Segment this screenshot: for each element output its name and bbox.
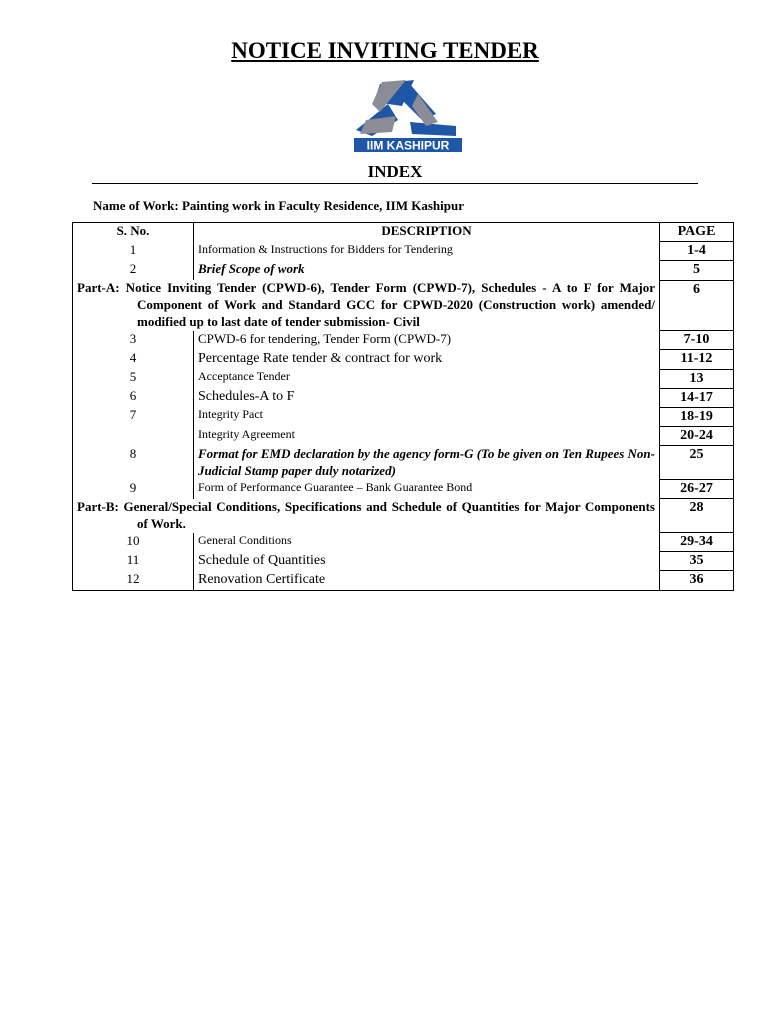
- row-sno: 9: [73, 480, 194, 499]
- table-row: [73, 407, 734, 426]
- row-page: 35: [660, 552, 734, 571]
- table-row: [73, 446, 734, 480]
- row-page: 25: [660, 446, 734, 480]
- header-page: PAGE: [660, 223, 734, 242]
- row-description: Renovation Certificate: [194, 571, 660, 590]
- row-page: 1-4: [660, 242, 734, 261]
- row-description: Acceptance Tender: [194, 369, 660, 388]
- row-description: Integrity Agreement: [194, 427, 660, 446]
- row-page: 20-24: [660, 427, 734, 446]
- row-page: 5: [660, 261, 734, 280]
- row-description: Format for EMD declaration by the agency form-G (To be given on Ten Rupees Non-Judicial Stamp paper duly notarized): [194, 446, 660, 480]
- table-row: [73, 369, 734, 388]
- table-row: [73, 350, 734, 369]
- table-row: [73, 388, 734, 407]
- row-description: Information & Instructions for Bidders for Tendering: [194, 242, 660, 261]
- row-page: 28: [660, 499, 734, 533]
- row-sno: 10: [73, 533, 194, 552]
- header-description: DESCRIPTION: [194, 223, 660, 242]
- row-description: Percentage Rate tender & contract for work: [194, 350, 660, 369]
- row-sno: 1: [73, 242, 194, 261]
- row-sno: 6: [73, 388, 194, 407]
- index-table: [72, 222, 734, 591]
- row-description: CPWD-6 for tendering, Tender Form (CPWD-7): [194, 331, 660, 350]
- row-sno: 7: [73, 407, 194, 426]
- row-page: 26-27: [660, 480, 734, 499]
- table-row: [73, 571, 734, 590]
- row-sno: 11: [73, 552, 194, 571]
- row-sno: 5: [73, 369, 194, 388]
- row-description: Form of Performance Guarantee – Bank Guarantee Bond: [194, 480, 660, 499]
- part-b-heading: Part-B: General/Special Conditions, Specifications and Schedule of Quantities for Major Components of Work.: [73, 499, 660, 533]
- row-sno: 2: [73, 261, 194, 280]
- row-description: Integrity Pact: [194, 407, 660, 426]
- row-page: 14-17: [660, 388, 734, 407]
- row-page: 11-12: [660, 350, 734, 369]
- table-row: [73, 480, 734, 499]
- row-page: 6: [660, 280, 734, 331]
- row-page: 13: [660, 369, 734, 388]
- row-description: Brief Scope of work: [194, 261, 660, 280]
- header-sno: S. No.: [73, 223, 194, 242]
- table-header-row: [73, 223, 734, 242]
- row-description: General Conditions: [194, 533, 660, 552]
- row-sno: 12: [73, 571, 194, 590]
- part-a-row: [73, 280, 734, 331]
- table-row: [73, 242, 734, 261]
- index-heading: INDEX: [92, 162, 698, 184]
- row-sno: 8: [73, 446, 194, 480]
- name-of-work: Name of Work: Painting work in Faculty Residence, IIM Kashipur: [93, 198, 464, 213]
- row-page: 36: [660, 571, 734, 590]
- row-page: 29-34: [660, 533, 734, 552]
- table-row: [73, 261, 734, 280]
- table-row: [73, 533, 734, 552]
- row-page: 18-19: [660, 407, 734, 426]
- table-row: [73, 331, 734, 350]
- row-sno: [73, 427, 194, 446]
- row-page: 7-10: [660, 331, 734, 350]
- row-sno: 4: [73, 350, 194, 369]
- row-description: Schedules-A to F: [194, 388, 660, 407]
- document-title: NOTICE INVITING TENDER: [231, 38, 539, 63]
- row-sno: 3: [73, 331, 194, 350]
- logo-text: IIM KASHIPUR: [366, 138, 450, 153]
- row-description: Schedule of Quantities: [194, 552, 660, 571]
- table-row: [73, 427, 734, 446]
- part-a-heading: Part-A: Notice Inviting Tender (CPWD-6), Tender Form (CPWD-7), Schedules - A to F for Major Component of Work and Standard GCC for CPWD-2020 (Construction work) amended/ modified up to last date of tender submission- Civil: [73, 280, 660, 331]
- iim-kashipur-logo: [352, 76, 464, 154]
- table-row: [73, 552, 734, 571]
- part-b-row: [73, 499, 734, 533]
